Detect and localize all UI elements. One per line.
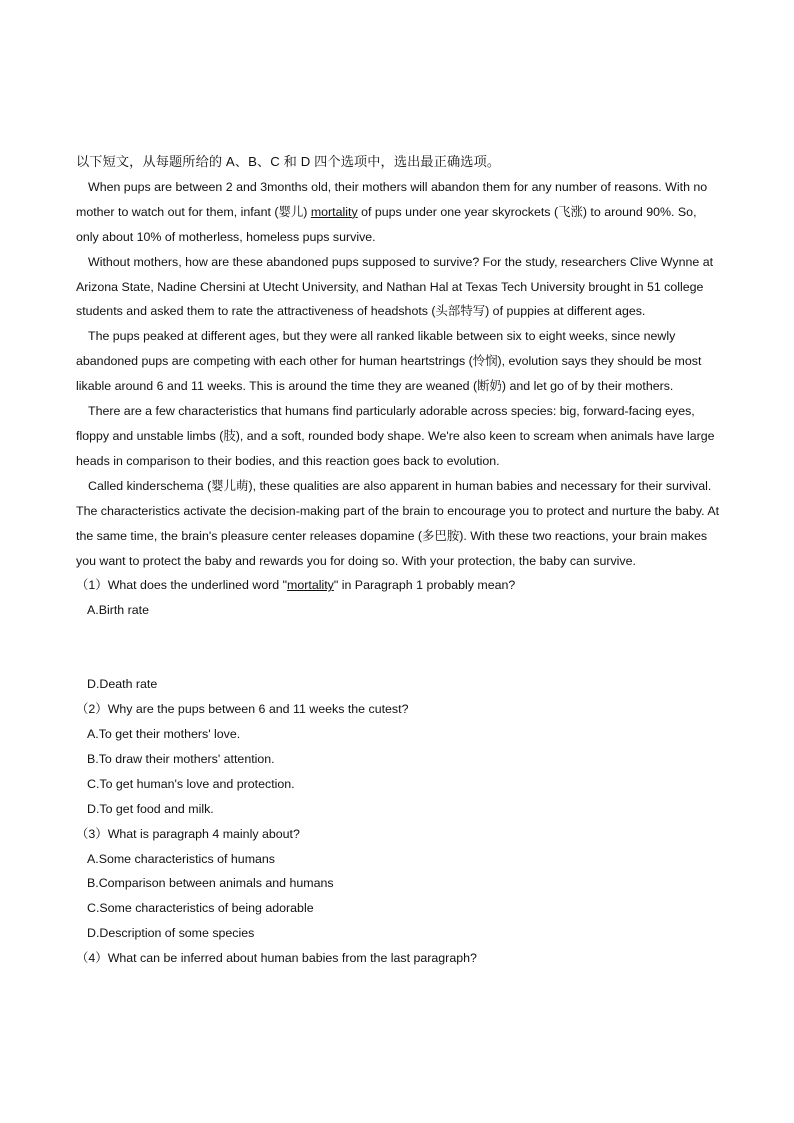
question-number: （1） xyxy=(76,578,108,593)
question-2 xyxy=(76,697,720,722)
q3-text: What is paragraph 4 mainly about? xyxy=(107,826,300,841)
p1-before: When pups are between 2 and 3months old, their mothers will abandon them for any number of reasons. With no mother to watch out for them, infant (婴儿) xyxy=(76,179,708,219)
question-3 xyxy=(76,822,720,847)
missing-options-gap xyxy=(76,623,720,672)
underlined-word-mortality: mortality xyxy=(310,204,358,219)
p1-after: of pups under one year skyrockets (飞涨) to around 90%. So, only about 10% of motherless, homeless pups survive. xyxy=(76,204,697,244)
q2-option-a[interactable]: A.To get their mothers' love. xyxy=(87,727,241,742)
q1-option-d[interactable]: D.Death rate xyxy=(87,677,158,692)
q4-text: What can be inferred about human babies from the last paragraph? xyxy=(107,951,477,966)
q1-option-a[interactable]: A.Birth rate xyxy=(87,603,149,618)
q3-option-a[interactable]: A.Some characteristics of humans xyxy=(87,851,276,866)
question-number: （4） xyxy=(76,951,108,966)
passage-paragraph-5: Called kinderschema (婴儿萌), these qualities are also apparent in human babies and necessary for their survival. The characteristics activate the decision-making part of the brain to encourage you to protect and nurture the baby. At the same time, the brain's pleasure center releases dopamine (多巴胺). With these two reactions, your brain makes you want to protect the baby and rewards you for doing so. With your protection, the baby can survive. xyxy=(76,478,720,568)
question-1 xyxy=(76,573,720,598)
q2-option-d[interactable]: D.To get food and milk. xyxy=(87,801,214,816)
passage-paragraph-3: The pups peaked at different ages, but they were all ranked likable between six to eight weeks, since newly abandoned pups are competing with each other for human heartstrings (怜悯), evolution says they should be most likable around 6 and 11 weeks. This is around the time they are weaned (断奶) and let go of by their mothers. xyxy=(76,329,702,394)
question-4 xyxy=(76,946,720,971)
instruction-text: 以下短文，从每题所给的 A、B、C 和 D 四个选项中，选出最正确选项。 xyxy=(76,154,501,169)
document-page xyxy=(76,150,720,971)
question-number: （3） xyxy=(76,826,108,841)
passage-paragraph-2: Without mothers, how are these abandoned pups supposed to survive? For the study, researchers Clive Wynne at Arizona State, Nadine Chersini at Utecht University, and Nathan Hal at Texas Tech University brought in 51 college students and asked them to rate the attractiveness of headshots (头部特写) of puppies at different ages. xyxy=(76,254,714,319)
q2-option-c[interactable]: C.To get human's love and protection. xyxy=(87,776,295,791)
passage-paragraph-4: There are a few characteristics that humans find particularly adorable across species: big, forward-facing eyes, floppy and unstable limbs (肢), and a soft, rounded body shape. We're also keen to scream when animals have large heads in comparison to their bodies, and this reaction goes back to evolution. xyxy=(76,404,715,468)
passage-paragraph-1 xyxy=(76,175,720,250)
q2-text: Why are the pups between 6 and 11 weeks the cutest? xyxy=(107,702,409,717)
q2-option-b[interactable]: B.To draw their mothers' attention. xyxy=(87,751,275,766)
q1-before: What does the underlined word " xyxy=(107,578,288,593)
q3-option-d[interactable]: D.Description of some species xyxy=(87,926,255,941)
question-number: （2） xyxy=(76,702,108,717)
q1-after: " in Paragraph 1 probably mean? xyxy=(333,578,516,593)
q3-option-b[interactable]: B.Comparison between animals and humans xyxy=(87,876,334,891)
q3-option-c[interactable]: C.Some characteristics of being adorable xyxy=(87,901,314,916)
q1-underlined-word: mortality xyxy=(287,578,334,593)
